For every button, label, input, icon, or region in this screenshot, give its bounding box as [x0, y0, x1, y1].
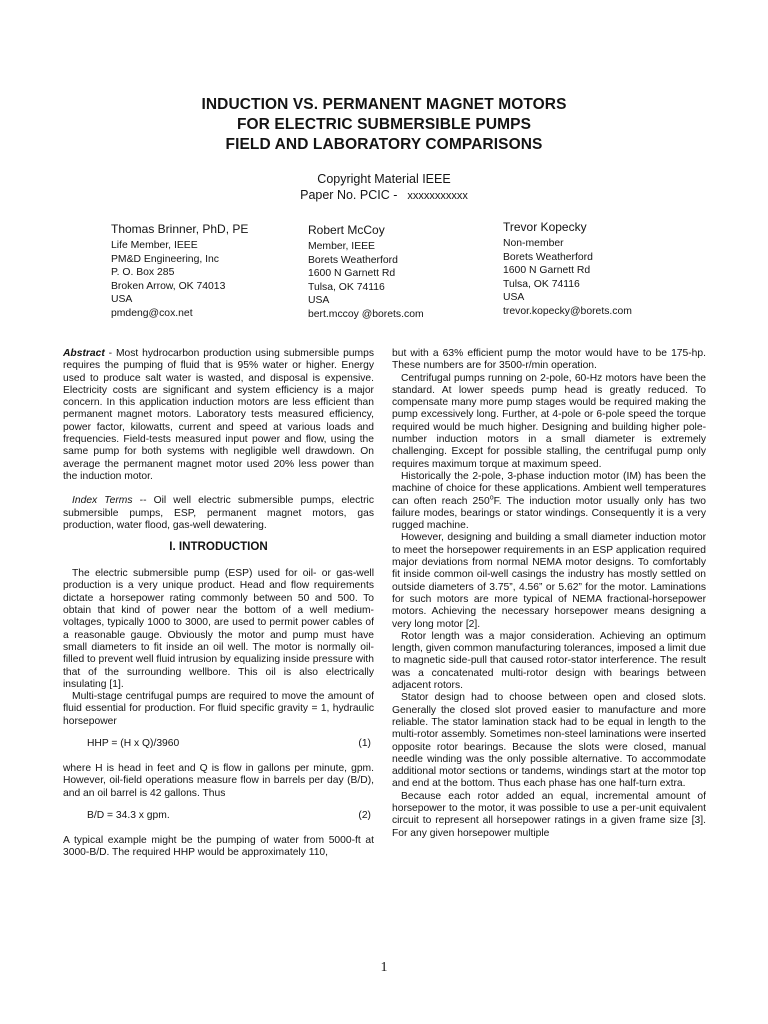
- equation-number: (2): [358, 809, 371, 821]
- right-column: [392, 348, 706, 840]
- body-paragraph-r3: [392, 471, 706, 532]
- body-paragraph-r1: but with a 63% efficient pump the motor would have to be 175-hp. These numbers are for 3500-r/min operation.: [392, 348, 706, 372]
- author-block-1: [111, 222, 248, 321]
- author-address: P. O. Box 285: [111, 267, 175, 279]
- author-email[interactable]: trevor.kopecky@borets.com: [503, 305, 632, 317]
- degree-symbol: o: [489, 494, 494, 502]
- author-block-2: [308, 223, 424, 322]
- body-paragraph-r3-part-a: Historically the 2-pole, 3-phase induction motor (IM) has been the machine of choice for these applications. Ambient well temperatures can often reach 250: [392, 470, 706, 507]
- author-country: USA: [503, 292, 525, 304]
- abstract-paragraph: [63, 348, 374, 483]
- author-company: PM&D Engineering, Inc: [111, 253, 220, 265]
- title-line-1: INDUCTION VS. PERMANENT MAGNET MOTORS: [201, 96, 567, 113]
- body-paragraph-r3-part-b: F. The induction motor usually only has two failure modes, bearings or stator windings. Consequently it is a very rugged machine.: [392, 495, 706, 532]
- author-email[interactable]: pmdeng@cox.net: [111, 307, 193, 319]
- author-name: Thomas Brinner, PhD, PE: [111, 222, 249, 236]
- author-address: 1600 N Garnett Rd: [503, 265, 591, 277]
- section-heading-introduction: I. INTRODUCTION: [169, 540, 268, 554]
- equation-1: [63, 738, 374, 752]
- index-terms-label: Index Terms: [72, 495, 133, 507]
- author-company: Borets Weatherford: [503, 251, 593, 263]
- author-membership: Non-member: [503, 238, 564, 249]
- paper-number: [0, 187, 768, 204]
- author-membership: Member, IEEE: [308, 241, 375, 252]
- intro-paragraph-3: where H is head in feet and Q is flow in gallons per minute, gpm. However, oil-field operations measure flow in barrels per day (B/D), and an oil barrel is 42 gallons. Thus: [63, 763, 374, 799]
- author-block-3: [503, 220, 632, 319]
- author-email[interactable]: bert.mccoy @borets.com: [308, 308, 424, 320]
- author-name: Robert McCoy: [308, 223, 385, 237]
- copyright-notice: Copyright Material IEEE: [317, 172, 451, 186]
- author-city: Tulsa, OK 74116: [308, 281, 385, 293]
- body-paragraph-r2: Centrifugal pumps running on 2-pole, 60-Hz motors have been the standard. At lower speeds pump head is greatly reduced. To compensate many more pump stages would be required making the pump excessively long. Further, at 4-pole or 6-pole speed the torque required would be much higher. Designing and building higher pole-number induction motors in a small diameter is extremely challenging. Except for possible stalling, the centrifugal pump only requires maximum torque at maximum speed.: [392, 372, 706, 470]
- page-number: 1: [380, 960, 388, 975]
- left-column: [63, 348, 374, 860]
- abstract-text: - Most hydrocarbon production using submersible pumps requires the pumping of fluid that is 95% water or higher. Energy used to produce salt water is wasted, and disposal is expensive. Electricity costs are significant and system efficiency is a major concern. In this application induction motors are less efficient than permanent magnet motors. Laboratory tests measured efficiency, power factor, kilowatts, current and speed at various loads and frequencies. Field-tests measured input power and flow, using the same pump for both systems with negligible well drawdown. On average the permanent magnet motor used 20% less power than the induction motor.: [63, 348, 374, 482]
- body-paragraph-r7: Because each rotor added an equal, incremental amount of horsepower to the motor, it was possible to use a per-unit equivalent circuit to represent all horsepower ratings in a given frame size [3]. For any given horsepower multiple: [392, 790, 706, 839]
- equation-2: [63, 810, 374, 824]
- paper-title: [0, 95, 768, 155]
- title-line-3: FIELD AND LABORATORY COMPARISONS: [225, 136, 543, 153]
- author-membership: Life Member, IEEE: [111, 240, 198, 251]
- body-paragraph-r6: Stator design had to choose between open and closed slots. Generally the closed slot proved easier to manufacture and more reliable. The stator lamination stack had to be equal in length to the multi-rotor assembly. Sometimes non-steel laminations were inserted opposite rotor bearings. Because the slots were closed, manual needle winding was the only possible alternative. To accommodate additional motor sections or tandems, windings start at the motor top and end at the bottom. Thus each phase has one half-turn extra.: [392, 692, 706, 790]
- author-country: USA: [111, 294, 133, 306]
- author-city: Tulsa, OK 74116: [503, 278, 580, 290]
- author-address: 1600 N Garnett Rd: [308, 268, 396, 280]
- intro-paragraph-2: Multi-stage centrifugal pumps are required to move the amount of fluid essential for production. For fluid specific gravity = 1, hydraulic horsepower: [63, 691, 374, 727]
- equation-expression: B/D = 34.3 x gpm.: [87, 809, 170, 821]
- equation-number: (1): [358, 738, 371, 750]
- title-line-2: FOR ELECTRIC SUBMERSIBLE PUMPS: [236, 116, 532, 133]
- intro-paragraph-4: A typical example might be the pumping of water from 5000-ft at 3000-B/D. The required HHP would be approximately 110,: [63, 834, 374, 859]
- index-terms-paragraph: [63, 495, 374, 532]
- abstract-label: Abstract: [63, 348, 105, 359]
- paper-number-label: Paper No. PCIC -: [300, 188, 398, 202]
- author-company: Borets Weatherford: [308, 254, 398, 266]
- author-country: USA: [308, 295, 330, 307]
- author-name: Trevor Kopecky: [503, 220, 587, 234]
- equation-expression: HHP = (H x Q)/3960: [87, 738, 180, 750]
- paper-number-value: xxxxxxxxxxx: [407, 190, 468, 202]
- author-city: Broken Arrow, OK 74013: [111, 280, 226, 292]
- index-terms-text: -- Oil well electric submersible pumps, electric submersible pumps, ESP, permanent magnet motors, gas production, water flood, gas-well dewatering.: [63, 495, 374, 531]
- body-paragraph-r4: However, designing and building a small diameter induction motor to meet the horsepower requirements in an ESP application required major deviations from normal NEMA motor designs. To comfortably fit inside common oil-well casings the industry has mostly settled on outside diameters of 3.75”, 4.56” or 5.62” for the motor. Laminations for such motors are more typical of NEMA fractional-horsepower motors. Achieving the necessary horsepower means designing a very long motor [2].: [392, 532, 706, 630]
- body-paragraph-r5: Rotor length was a major consideration. Achieving an optimum length, given common manufacturing tolerances, imposed a limit due to magnetic side-pull that caused rotor-stator interference. The result was a concatenated multi-rotor design with bearings between adjacent rotors.: [392, 630, 706, 692]
- intro-paragraph-1: The electric submersible pump (ESP) used for oil- or gas-well production is a very unique product. Head and flow requirements dictate a horsepower rating commonly between 50 and 500. To obtain that kind of power near the bottom of a well medium-voltages, typically 1000 to 3000, are used to permit power cables of a reasonable gauge. Obviously the motor and pump must have small diameters to fit inside an oil well. The motor is normally oil-filled to prevent well fluid intrusion by equalizing inside pressure with that of the surrounding wellbore. This oil is also electrically insulating [1].: [63, 568, 374, 690]
